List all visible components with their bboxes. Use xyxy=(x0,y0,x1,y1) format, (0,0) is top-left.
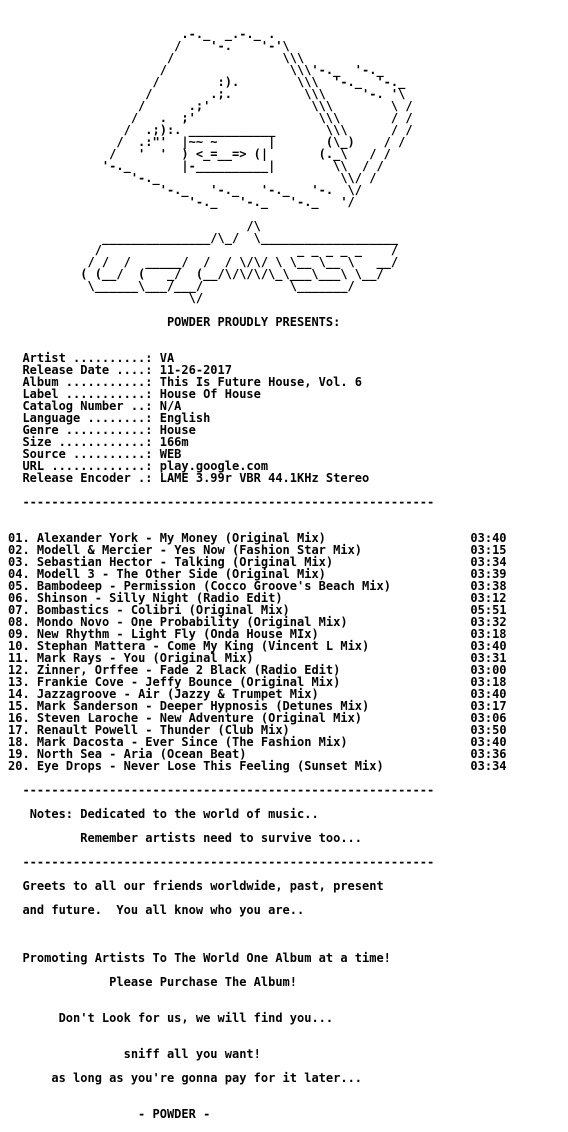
track-time: 03:15 xyxy=(470,543,507,557)
track-title: Mark Sanderson - Deeper Hypnosis (Detunes Mix) xyxy=(36,699,370,713)
release-info-label: Artist ..........: xyxy=(22,351,153,365)
release-info-label: Language ........: xyxy=(22,411,153,425)
track-title: Modell & Mercier - Yes Now (Fashion Star Mix) xyxy=(36,543,363,557)
track-title: Zinner, Orffee - Fade 2 Black (Radio Edit) xyxy=(36,663,341,677)
track-time: 05:51 xyxy=(470,603,507,617)
track-title: Alexander York - My Money (Original Mix) xyxy=(36,531,326,545)
promo-line-2: Please Purchase The Album! xyxy=(109,975,297,989)
track-title: Mark Rays - You (Original Mix) xyxy=(36,651,254,665)
track-title: Mondo Novo - One Probability (Original Mix) xyxy=(36,615,348,629)
track-title: North Sea - Aria (Ocean Beat) xyxy=(36,747,247,761)
sniff-line-2: as long as you're gonna pay for it later... xyxy=(51,1071,363,1085)
track-number: 09. xyxy=(8,627,30,641)
release-info-value: This Is Future House, Vol. 6 xyxy=(159,375,363,389)
greets-line-1: Greets to all our friends worldwide, past, present xyxy=(22,879,384,893)
track-number: 11. xyxy=(8,651,30,665)
track-number: 12. xyxy=(8,663,30,677)
release-info-value: 166m xyxy=(159,435,189,449)
release-info-label: Size ............: xyxy=(22,435,153,449)
presents-heading xyxy=(8,316,507,328)
powder-logo-ascii-art: /\ _______________/\_/ \___________________ / _ _ _ _ _ / / / / _____/ / / \/\/ \ \__ \__ \ __/ ( (__/ ( _/ (__/\/\/\/\_\___\___\ \__/ \______\___/___/ \_______/ \/ xyxy=(80,219,399,305)
presents-text: POWDER PROUDLY PRESENTS: xyxy=(166,315,341,329)
release-info-value: English xyxy=(159,411,211,425)
track-number: 14. xyxy=(8,687,30,701)
track-time: 03:31 xyxy=(470,651,507,665)
release-info-value: WEB xyxy=(159,447,182,461)
notes-line-1: Notes: Dedicated to the world of music.. xyxy=(29,807,319,821)
release-info-value: 11-26-2017 xyxy=(159,363,232,377)
track-time: 03:32 xyxy=(470,615,507,629)
track-title: Bombastics - Colibri (Original Mix) xyxy=(36,603,290,617)
release-info-value: N/A xyxy=(159,399,182,413)
track-title: Bambodeep - Permission (Cocco Groove's Beach Mix) xyxy=(36,579,391,593)
track-number: 06. xyxy=(8,591,30,605)
track-title: Shinson - Silly Night (Radio Edit) xyxy=(36,591,283,605)
track-time: 03:34 xyxy=(470,555,507,569)
release-info-label: Source ..........: xyxy=(22,447,153,461)
track-number: 10. xyxy=(8,639,30,653)
release-info-label: Release Date ....: xyxy=(22,363,153,377)
track-number: 18. xyxy=(8,735,30,749)
greets-line-2: and future. You all know who you are.. xyxy=(22,903,305,917)
track-time: 03:50 xyxy=(470,723,507,737)
notes-line-2: Remember artists need to survive too... xyxy=(80,831,363,845)
release-info xyxy=(8,352,507,484)
nfo-document xyxy=(8,28,507,1132)
track-number: 03. xyxy=(8,555,30,569)
release-info-label: Release Encoder .: xyxy=(22,471,153,485)
track-title: Steven Laroche - New Adventure (Original Mix) xyxy=(36,711,363,725)
track-number: 13. xyxy=(8,675,30,689)
track-time: 03:12 xyxy=(470,591,507,605)
release-info-row xyxy=(8,472,507,484)
release-info-label: Label ...........: xyxy=(22,387,153,401)
track-row xyxy=(8,760,507,772)
track-time: 03:34 xyxy=(470,759,507,773)
release-info-label: URL .............: xyxy=(22,459,153,473)
track-title: Mark Dacosta - Ever Since (The Fashion Mix) xyxy=(36,735,348,749)
track-time: 03:40 xyxy=(470,687,507,701)
separator-notes-top: --------------------------------------------------------- xyxy=(8,783,435,797)
track-time: 03:40 xyxy=(470,639,507,653)
track-number: 05. xyxy=(8,579,30,593)
track-time: 03:18 xyxy=(470,627,507,641)
release-info-label: Album ...........: xyxy=(22,375,153,389)
tagline: Don't Look for us, we will find you... xyxy=(58,1011,334,1025)
separator-top: --------------------------------------------------------- xyxy=(8,495,435,509)
track-number: 04. xyxy=(8,567,30,581)
track-number: 01. xyxy=(8,531,30,545)
release-info-value: House xyxy=(159,423,196,437)
track-title: Modell 3 - The Other Side (Original Mix) xyxy=(36,567,326,581)
track-time: 03:38 xyxy=(470,579,507,593)
sniff-line-1: sniff all you want! xyxy=(123,1047,261,1061)
track-title: Sebastian Hector - Talking (Original Mix) xyxy=(36,555,334,569)
track-time: 03:18 xyxy=(470,675,507,689)
track-time: 03:40 xyxy=(470,735,507,749)
disc-ascii-art: .-._ _.-._ . / '-. '-'\ / \\\ / \\\'-._ '-._ / :). \\\ '-._ '-._ / .;. \\\ '-. '\ / .;' \\\ \ / / . ;' \\\ / / / .;):. ____________ \\\ / / / .:"' |~~ ~ | (\_) / / / ' ' ) <_=__=> (| (._\ / / '-._ |-__________| \\ / / '-._ \\/ / '-._ '-._ '-._ '-. \/ '-._ '-._ '-._ '/ xyxy=(101,27,413,209)
track-number: 16. xyxy=(8,711,30,725)
track-title: Frankie Cove - Jeffy Bounce (Original Mix) xyxy=(36,675,341,689)
track-time: 03:17 xyxy=(470,699,507,713)
tracklist xyxy=(8,532,507,772)
track-number: 20. xyxy=(8,759,30,773)
track-title: Renault Powell - Thunder (Club Mix) xyxy=(36,723,290,737)
release-info-value: LAME 3.99r VBR 44.1KHz Stereo xyxy=(159,471,370,485)
release-info-label: Catalog Number ..: xyxy=(22,399,153,413)
release-info-value: House Of House xyxy=(159,387,261,401)
release-info-label: Genre ...........: xyxy=(22,423,153,437)
release-info-value: play.google.com xyxy=(159,459,269,473)
track-number: 07. xyxy=(8,603,30,617)
track-time: 03:06 xyxy=(470,711,507,725)
promo-line-1: Promoting Artists To The World One Album at a time! xyxy=(22,951,391,965)
separator-notes-bottom: --------------------------------------------------------- xyxy=(8,855,435,869)
track-number: 02. xyxy=(8,543,30,557)
track-number: 19. xyxy=(8,747,30,761)
track-number: 08. xyxy=(8,615,30,629)
track-time: 03:39 xyxy=(470,567,507,581)
track-number: 17. xyxy=(8,723,30,737)
track-time: 03:40 xyxy=(470,531,507,545)
track-time: 03:00 xyxy=(470,663,507,677)
track-number: 15. xyxy=(8,699,30,713)
track-title: New Rhythm - Light Fly (Onda House MIx) xyxy=(36,627,319,641)
track-title: Eye Drops - Never Lose This Feeling (Sunset Mix) xyxy=(36,759,384,773)
track-time: 03:36 xyxy=(470,747,507,761)
track-title: Stephan Mattera - Come My King (Vincent L Mix) xyxy=(36,639,370,653)
release-info-value: VA xyxy=(159,351,175,365)
footer: - POWDER - xyxy=(138,1107,211,1121)
track-title: Jazzagroove - Air (Jazzy & Trumpet Mix) xyxy=(36,687,319,701)
